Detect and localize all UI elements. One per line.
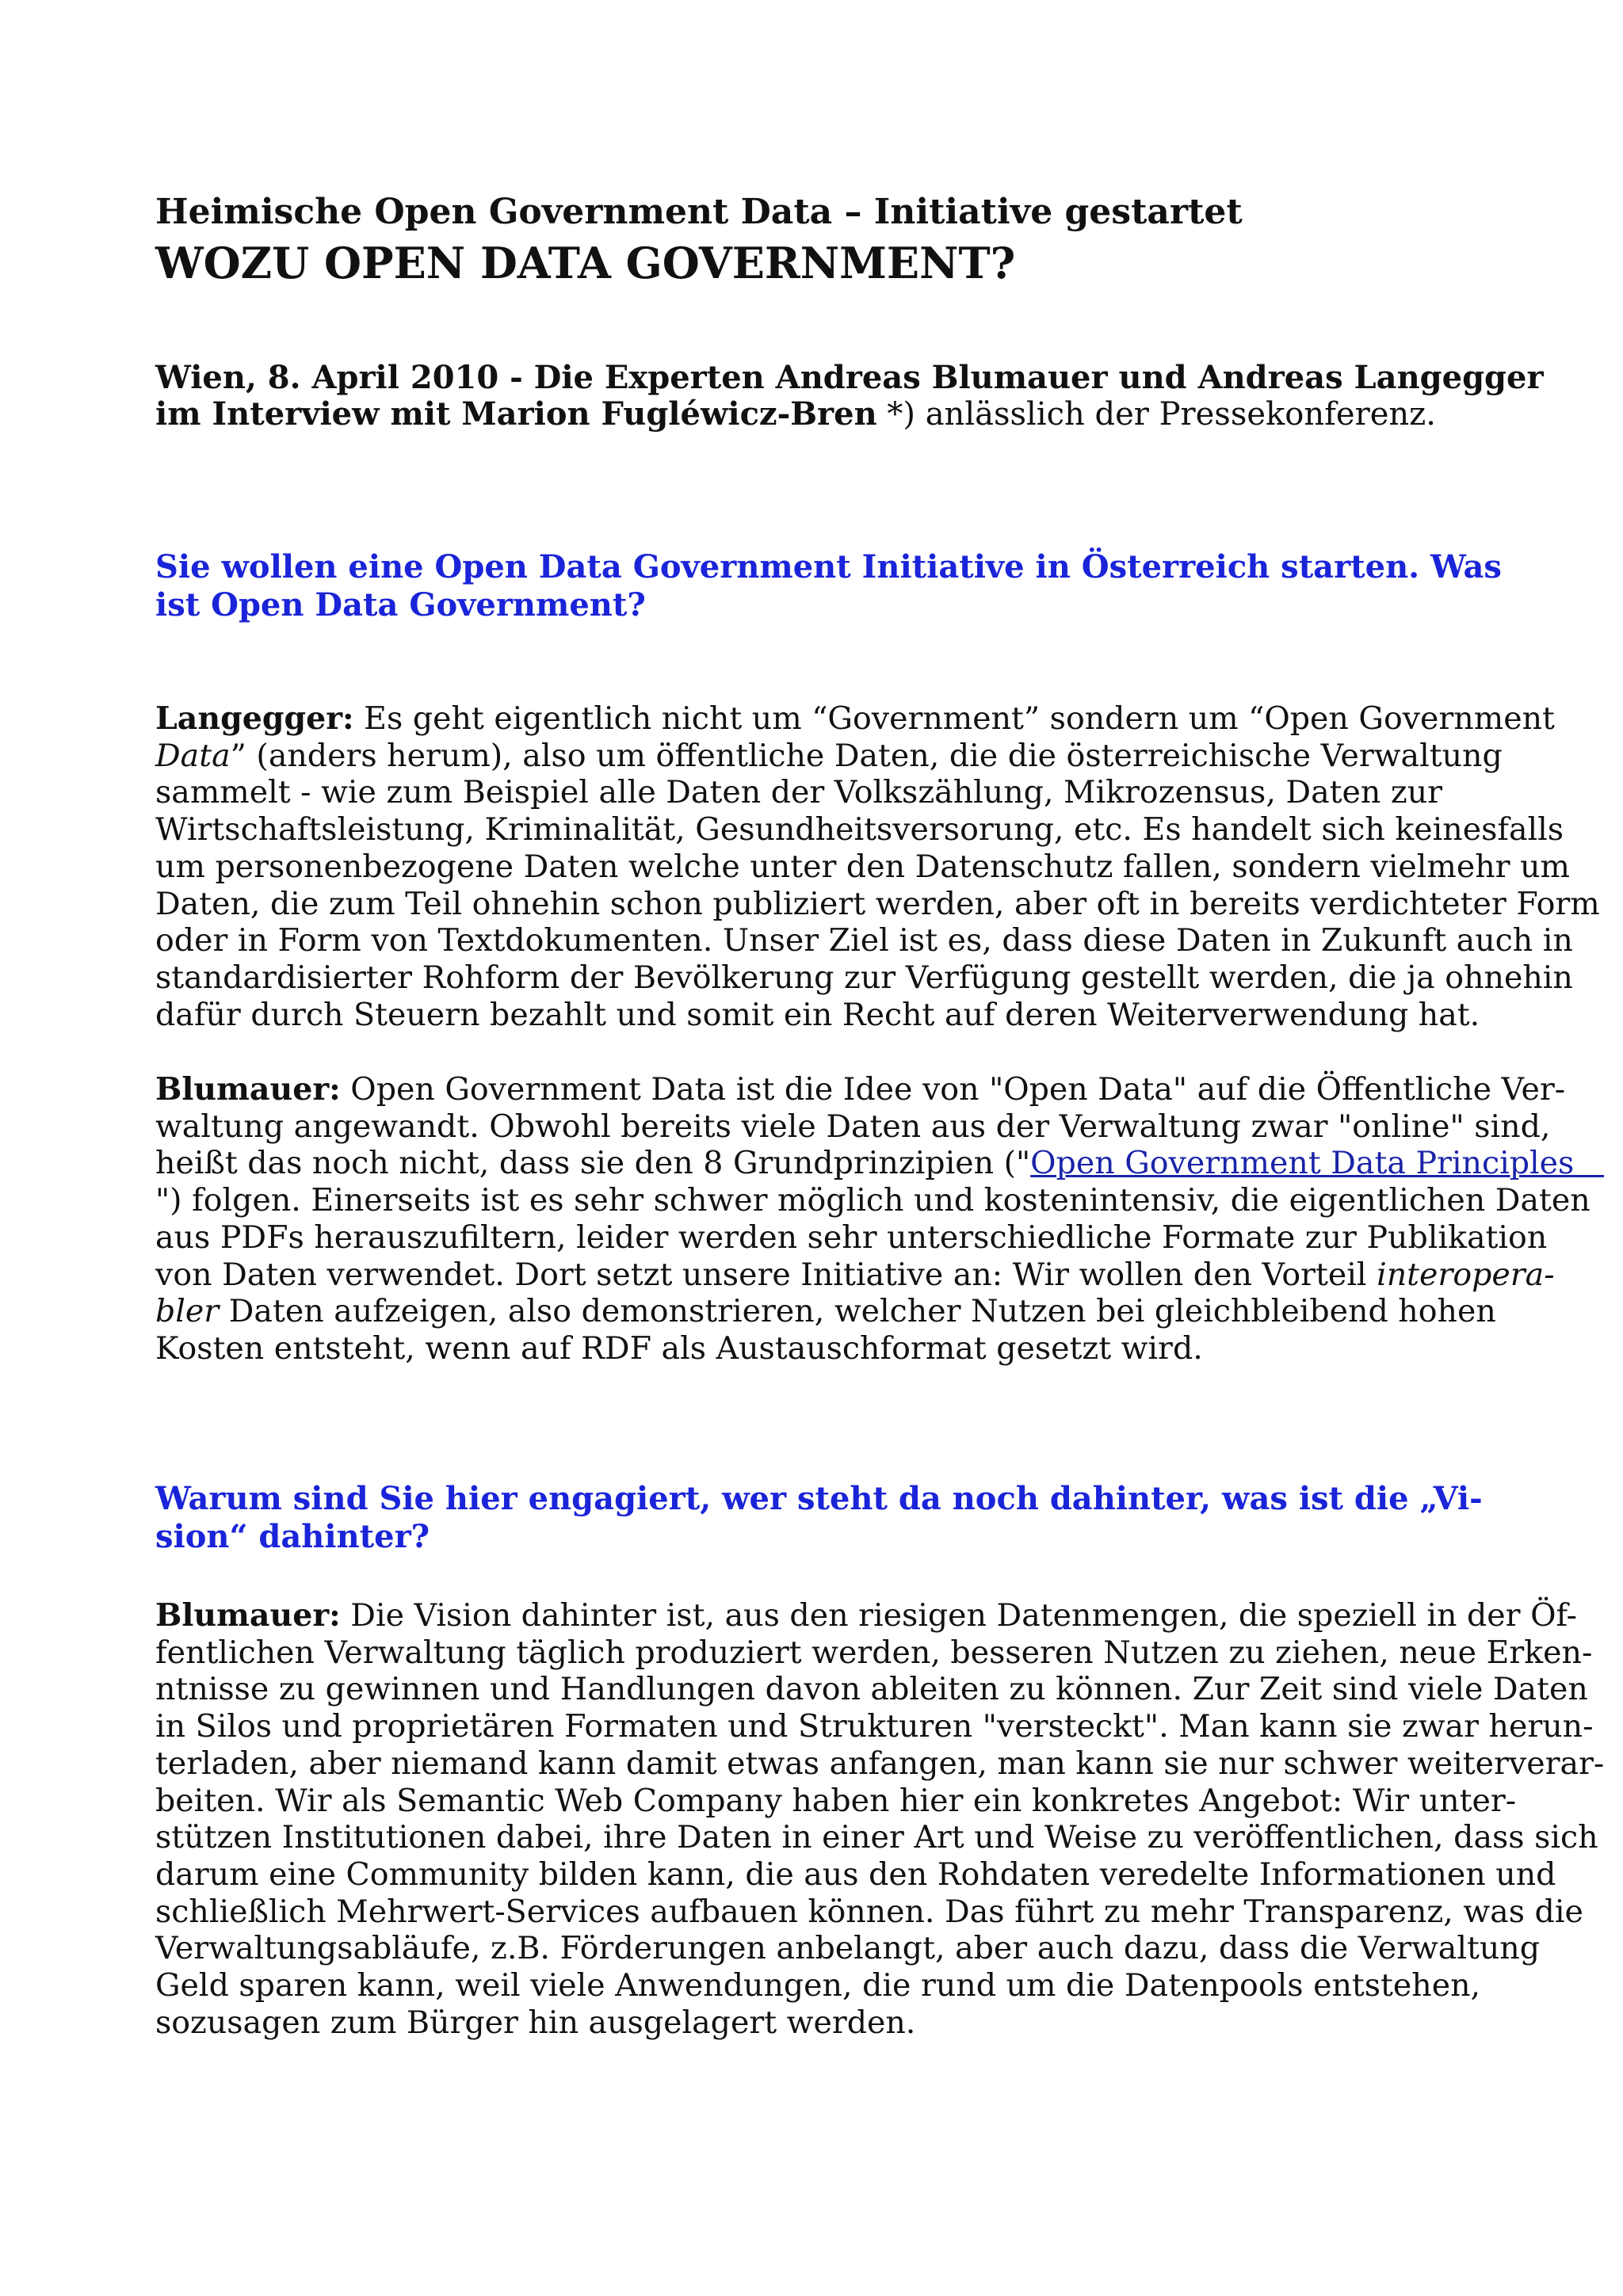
question-1-line-1: Sie wollen eine Open Data Government Initiative in Österreich starten. Was — [155, 548, 1502, 585]
answer-line: in Silos und proprietären Formaten und Strukturen "versteckt". Man kann sie zwar herun- — [155, 1708, 1594, 1745]
answer-line: bler Daten aufzeigen, also demonstrieren, welcher Nutzen bei gleichbleibend hohen — [155, 1293, 1496, 1330]
answer-line: fentlichen Verwaltung täglich produziert werden, besseren Nutzen zu ziehen, neue Erken- — [155, 1634, 1593, 1671]
intro-occasion: *) anlässlich der Pressekonferenz. — [876, 396, 1436, 433]
page-title: WOZU OPEN DATA GOVERNMENT? — [155, 238, 1016, 288]
speaker-name: Blumauer: — [155, 1597, 341, 1634]
answer-line: Kosten entsteht, wenn auf RDF als Austauschformat gesetzt wird. — [155, 1329, 1203, 1367]
question-2-line-1: Warum sind Sie hier engagiert, wer steht da noch dahinter, was ist die „Vi- — [155, 1480, 1483, 1517]
answer-line: schließlich Mehrwert-Services aufbauen können. Das führt zu mehr Transparenz, was die — [155, 1893, 1583, 1930]
answer-line: stützen Institutionen dabei, ihre Daten in einer Art und Weise zu veröffentlichen, dass sich — [155, 1819, 1598, 1856]
answer-line: beiten. Wir als Semantic Web Company haben hier ein konkretes Angebot: Wir unter- — [155, 1782, 1517, 1819]
answer-line: sozusagen zum Bürger hin ausgelagert werden. — [155, 2004, 916, 2041]
answer-line: Wirtschaftsleistung, Kriminalität, Gesundheitsversorung, etc. Es handelt sich keinesfalls — [155, 811, 1564, 849]
answer-line: waltung angewandt. Obwohl bereits viele Daten aus der Verwaltung zwar "online" sind, — [155, 1108, 1551, 1145]
speaker-name: Blumauer: — [155, 1071, 341, 1108]
question-2 — [155, 1480, 1483, 1556]
answer-blumauer-1 — [155, 1071, 1591, 1367]
answer-line: Daten, die zum Teil ohnehin schon publiziert werden, aber oft in bereits verdichteter Form — [155, 885, 1600, 922]
speaker-name: Langegger: — [155, 700, 354, 737]
answer-line: ") folgen. Einerseits ist es sehr schwer möglich und kostenintensiv, die eigentlichen Daten — [155, 1182, 1591, 1219]
answer-line: Verwaltungsabläufe, z.B. Förderungen anbelangt, aber auch dazu, dass die Verwaltung — [155, 1930, 1540, 1967]
answer-line: Blumauer: Open Government Data ist die Idee von "Open Data" auf die Öffentliche Ver- — [155, 1071, 1566, 1108]
principles-link[interactable]: Open Government Data Principles — [1030, 1145, 1575, 1182]
answer-line: sammelt - wie zum Beispiel alle Daten der Volkszählung, Mikrozensus, Daten zur — [155, 774, 1443, 811]
intro-line-1: Wien, 8. April 2010 - Die Experten Andreas Blumauer und Andreas Langegger — [155, 359, 1544, 396]
answer-line: aus PDFs herauszufiltern, leider werden sehr unterschiedliche Formate zur Publikation — [155, 1219, 1548, 1256]
answer-line: um personenbezogene Daten welche unter den Datenschutz fallen, sondern vielmehr um — [155, 848, 1570, 885]
intro-interviewer: im Interview mit Marion Fugléwicz-Bren — [155, 395, 877, 433]
answer-line: terladen, aber niemand kann damit etwas anfangen, man kann sie nur schwer weiterverar- — [155, 1745, 1605, 1782]
answer-langegger — [155, 700, 1600, 1033]
answer-line: Blumauer: Die Vision dahinter ist, aus den riesigen Datenmengen, die speziell in der Öf- — [155, 1597, 1578, 1634]
answer-line: darum eine Community bilden kann, die aus den Rohdaten veredelte Informationen und — [155, 1855, 1556, 1893]
answer-line: Geld sparen kann, weil viele Anwendungen, die rund um die Datenpools entstehen, — [155, 1967, 1481, 2004]
question-1 — [155, 548, 1502, 624]
question-2-line-2: sion“ dahinter? — [155, 1518, 430, 1555]
answer-line: heißt das noch nicht, dass sie den 8 Grundprinzipien ("Open Government Data Principles — [155, 1145, 1575, 1182]
answer-line: oder in Form von Textdokumenten. Unser Ziel ist es, dass diese Daten in Zukunft auch in — [155, 922, 1573, 959]
answer-line: Data” (anders herum), also um öffentliche Daten, die die österreichische Verwaltung — [155, 737, 1503, 774]
answer-line: ntnisse zu gewinnen und Handlungen davon ableiten zu können. Zur Zeit sind viele Daten — [155, 1671, 1588, 1708]
intro-line-2 — [155, 396, 1480, 433]
intro-paragraph — [155, 359, 1544, 433]
question-1-line-2: ist Open Data Government? — [155, 586, 646, 624]
answer-line: standardisierter Rohform der Bevölkerung zur Verfügung gestellt werden, die ja ohnehin — [155, 959, 1573, 996]
answer-line: Langegger: Es geht eigentlich nicht um “Government” sondern um “Open Government — [155, 700, 1555, 737]
answer-blumauer-2 — [155, 1597, 1605, 2041]
answer-line: von Daten verwendet. Dort setzt unsere Initiative an: Wir wollen den Vorteil interopera- — [155, 1256, 1555, 1293]
kicker-title: Heimische Open Government Data – Initiative gestartet — [155, 192, 1243, 232]
answer-line: dafür durch Steuern bezahlt und somit ein Recht auf deren Weiterverwendung hat. — [155, 996, 1480, 1033]
